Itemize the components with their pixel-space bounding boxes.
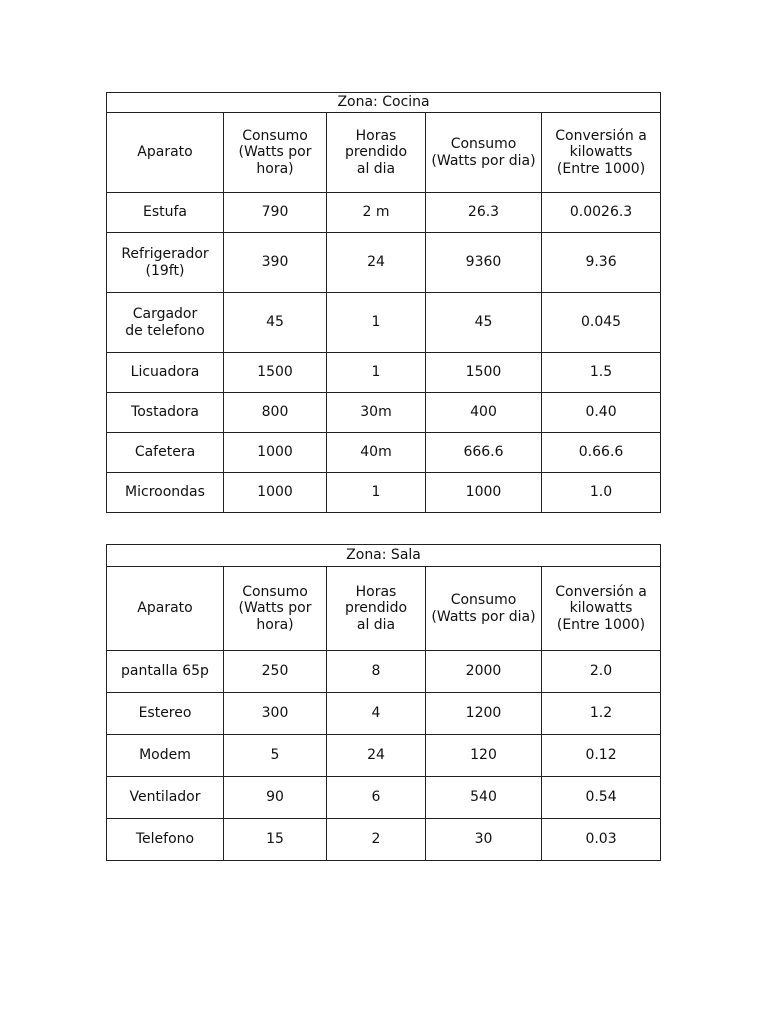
- cell-horas: 30m: [327, 393, 426, 433]
- cell-horas: 6: [327, 777, 426, 819]
- table-row: [107, 353, 661, 393]
- header-horas-prendido: Horas prendido al dia: [327, 113, 426, 193]
- cell-consumo-hora: 45: [224, 293, 327, 353]
- cell-aparato: Refrigerador (19ft): [107, 233, 224, 293]
- cocina-title: Zona: Cocina: [107, 93, 661, 113]
- cell-kilowatts: 0.40: [542, 393, 661, 433]
- table-row: [107, 293, 661, 353]
- cell-kilowatts: 2.0: [542, 651, 661, 693]
- table-row: [107, 393, 661, 433]
- cell-consumo-dia: 540: [426, 777, 542, 819]
- cell-aparato: Estufa: [107, 193, 224, 233]
- cell-consumo-dia: 2000: [426, 651, 542, 693]
- cell-horas: 8: [327, 651, 426, 693]
- table-row: [107, 819, 661, 861]
- table-row: [107, 651, 661, 693]
- cell-aparato: pantalla 65p: [107, 651, 224, 693]
- cell-consumo-dia: 1000: [426, 473, 542, 513]
- cell-horas: 1: [327, 353, 426, 393]
- cell-consumo-dia: 1200: [426, 693, 542, 735]
- header-conversion-kw: Conversión a kilowatts (Entre 1000): [542, 113, 661, 193]
- cell-consumo-dia: 26.3: [426, 193, 542, 233]
- cell-consumo-hora: 15: [224, 819, 327, 861]
- cell-horas: 1: [327, 473, 426, 513]
- cell-horas: 2: [327, 819, 426, 861]
- cell-kilowatts: 0.12: [542, 735, 661, 777]
- cell-consumo-hora: 1000: [224, 473, 327, 513]
- header-consumo-dia: Consumo (Watts por dia): [426, 113, 542, 193]
- cell-kilowatts: 0.045: [542, 293, 661, 353]
- cell-consumo-dia: 666.6: [426, 433, 542, 473]
- cell-consumo-hora: 90: [224, 777, 327, 819]
- table-row: [107, 433, 661, 473]
- cell-aparato: Licuadora: [107, 353, 224, 393]
- cell-horas: 1: [327, 293, 426, 353]
- cell-aparato: Microondas: [107, 473, 224, 513]
- cell-horas: 2 m: [327, 193, 426, 233]
- header-conversion-kw: Conversión a kilowatts (Entre 1000): [542, 567, 661, 651]
- sala-header-row: [107, 567, 661, 651]
- cell-consumo-dia: 9360: [426, 233, 542, 293]
- table-row: [107, 473, 661, 513]
- header-consumo-dia: Consumo (Watts por dia): [426, 567, 542, 651]
- header-consumo-hora: Consumo (Watts por hora): [224, 113, 327, 193]
- cell-horas: 24: [327, 233, 426, 293]
- cell-aparato: Estereo: [107, 693, 224, 735]
- header-horas-prendido: Horas prendido al dia: [327, 567, 426, 651]
- cell-consumo-hora: 250: [224, 651, 327, 693]
- cocina-header-row: [107, 113, 661, 193]
- cell-aparato: Cargador de telefono: [107, 293, 224, 353]
- cell-aparato: Tostadora: [107, 393, 224, 433]
- cell-aparato: Telefono: [107, 819, 224, 861]
- cell-kilowatts: 0.66.6: [542, 433, 661, 473]
- cell-horas: 4: [327, 693, 426, 735]
- cell-kilowatts: 0.03: [542, 819, 661, 861]
- cell-aparato: Cafetera: [107, 433, 224, 473]
- cell-consumo-dia: 400: [426, 393, 542, 433]
- header-aparato: Aparato: [107, 113, 224, 193]
- cell-consumo-dia: 30: [426, 819, 542, 861]
- cell-aparato: Modem: [107, 735, 224, 777]
- cell-consumo-dia: 45: [426, 293, 542, 353]
- header-aparato: Aparato: [107, 567, 224, 651]
- cell-horas: 24: [327, 735, 426, 777]
- header-consumo-hora: Consumo (Watts por hora): [224, 567, 327, 651]
- cell-kilowatts: 1.2: [542, 693, 661, 735]
- cell-consumo-hora: 1500: [224, 353, 327, 393]
- cocina-table: [106, 92, 661, 513]
- table-row: [107, 233, 661, 293]
- table-row: [107, 693, 661, 735]
- sala-title-row: [107, 545, 661, 567]
- cell-aparato: Ventilador: [107, 777, 224, 819]
- cell-kilowatts: 1.0: [542, 473, 661, 513]
- cell-consumo-hora: 5: [224, 735, 327, 777]
- cell-consumo-hora: 390: [224, 233, 327, 293]
- cell-consumo-hora: 1000: [224, 433, 327, 473]
- table-row: [107, 777, 661, 819]
- cell-consumo-hora: 800: [224, 393, 327, 433]
- cocina-title-row: [107, 93, 661, 113]
- sala-title: Zona: Sala: [107, 545, 661, 567]
- table-row: [107, 735, 661, 777]
- cell-consumo-dia: 1500: [426, 353, 542, 393]
- cell-consumo-hora: 300: [224, 693, 327, 735]
- cell-consumo-dia: 120: [426, 735, 542, 777]
- cell-kilowatts: 9.36: [542, 233, 661, 293]
- cell-kilowatts: 1.5: [542, 353, 661, 393]
- cell-horas: 40m: [327, 433, 426, 473]
- cell-kilowatts: 0.54: [542, 777, 661, 819]
- sala-table: [106, 544, 661, 861]
- table-row: [107, 193, 661, 233]
- cell-kilowatts: 0.0026.3: [542, 193, 661, 233]
- cell-consumo-hora: 790: [224, 193, 327, 233]
